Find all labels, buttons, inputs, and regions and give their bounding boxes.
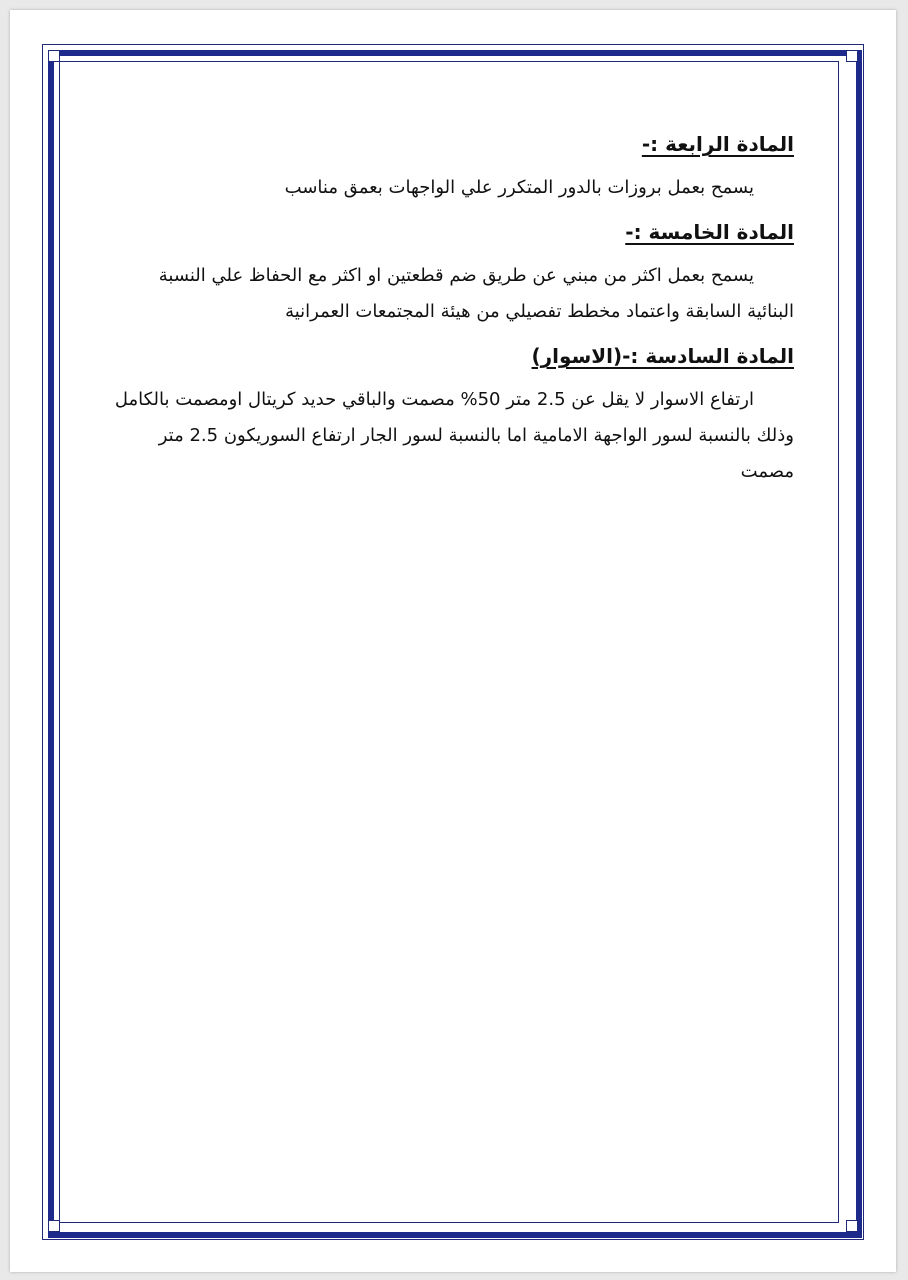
border-corner-top-right [846, 50, 858, 62]
article-4-heading: المادة الرابعة :- [641, 132, 794, 156]
article-6-heading: المادة السادسة :-(الاسوار) [531, 344, 794, 368]
article-5-heading: المادة الخامسة :- [625, 220, 794, 244]
border-corner-bottom-left [48, 1220, 60, 1232]
border-corner-top-left [48, 50, 60, 62]
article-4-text: يسمح بعمل بروزات بالدور المتكرر علي الواجهات بعمق مناسب [284, 177, 754, 198]
article-6-text: ارتفاع الاسوار لا يقل عن 2.5 متر 50% مصمت والباقي حديد كريتال اومصمت بالكامل وذلك بالنسبة لسور الواجهة الامامية اما بالنسبة لسور الجار ارتفاع السوريكون 2.5 متر مصمت [114, 389, 794, 482]
document-body [110, 118, 794, 496]
document-page [10, 10, 896, 1272]
border-corner-bottom-right [846, 1220, 858, 1232]
article-5-text: يسمح بعمل اكثر من مبني عن طريق ضم قطعتين او اكثر مع الحفاظ علي النسبة البنائية السابقة واعتماد مخطط تفصيلي من هيئة المجتمعات العمرانية [158, 265, 794, 322]
